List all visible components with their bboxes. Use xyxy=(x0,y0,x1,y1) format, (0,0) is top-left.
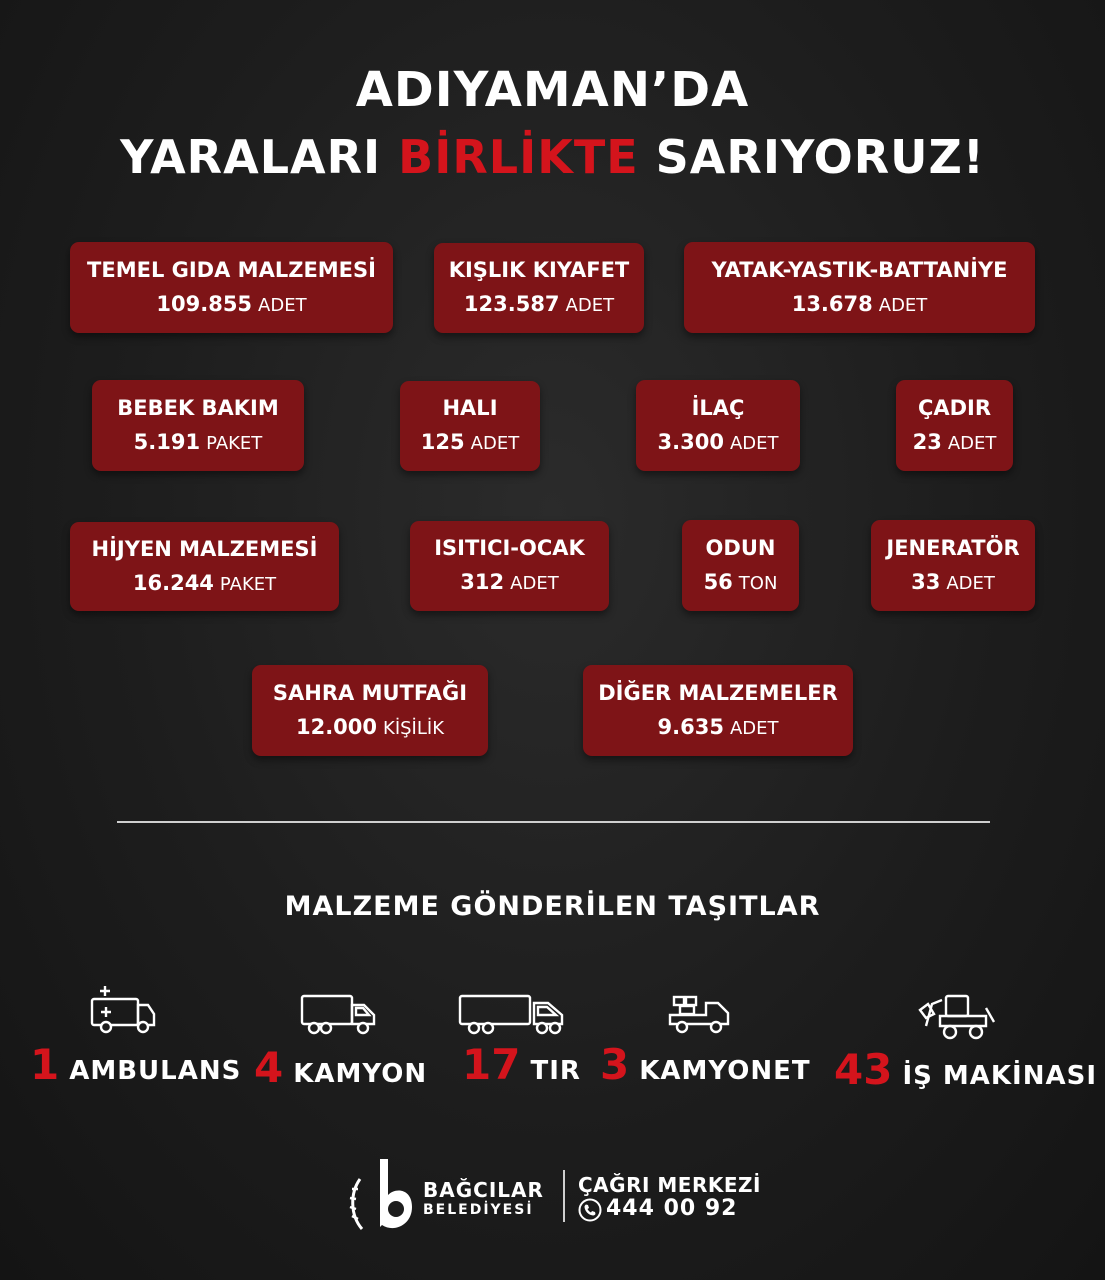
vehicle-name: AMBULANS xyxy=(69,1056,242,1086)
supply-name: İLAÇ xyxy=(691,395,745,420)
supply-name: ODUN xyxy=(705,535,776,560)
supply-unit: ADET xyxy=(729,432,779,454)
page-title-line2 xyxy=(0,130,1105,184)
supply-name: DİĞER MALZEMELER xyxy=(598,680,838,705)
vehicle-name: KAMYONET xyxy=(639,1056,811,1086)
supply-unit: PAKET xyxy=(219,573,277,595)
supply-card-odun xyxy=(682,520,799,611)
supply-card-sahra-mutfagi xyxy=(252,665,488,756)
supply-name: ISITICI-OCAK xyxy=(434,536,585,560)
truck-icon xyxy=(300,993,378,1035)
semi-truck-icon xyxy=(458,993,566,1035)
vehicle-kamyon xyxy=(254,1043,427,1092)
supply-name: HİJYEN MALZEMESİ xyxy=(91,536,318,561)
page-title-line1: ADIYAMAN’DA xyxy=(355,62,750,118)
supply-amount: 312 xyxy=(460,570,505,594)
ambulance-icon xyxy=(88,985,158,1035)
vehicle-name: İŞ MAKİNASI xyxy=(902,1061,1098,1091)
supply-card-temel-gida xyxy=(70,242,393,333)
vehicle-count: 4 xyxy=(254,1043,284,1092)
supply-name: TEMEL GIDA MALZEMESİ xyxy=(87,257,376,282)
supply-name: JENERATÖR xyxy=(886,535,1020,560)
supply-name: HALI xyxy=(442,396,498,420)
supply-name: KIŞLIK KIYAFET xyxy=(448,258,630,282)
supply-unit: ADET xyxy=(947,432,997,454)
vehicle-name: KAMYON xyxy=(293,1059,428,1089)
title-word: YARALARI xyxy=(120,130,382,184)
supply-card-isitici xyxy=(410,521,609,611)
supply-amount: 23 xyxy=(912,429,942,454)
vehicle-is-makinasi xyxy=(834,1045,1097,1094)
supply-name: BEBEK BAKIM xyxy=(117,395,279,420)
supply-unit: ADET xyxy=(729,717,779,739)
supply-amount: 5.191 xyxy=(133,429,201,454)
supply-amount: 12.000 xyxy=(295,714,378,739)
vehicle-ambulans xyxy=(30,1040,241,1089)
title-word: SARIYORUZ! xyxy=(655,130,985,184)
supply-unit: ADET xyxy=(510,573,559,594)
supply-amount: 123.587 xyxy=(463,292,560,316)
call-center-label: ÇAĞRI MERKEZİ xyxy=(578,1173,761,1197)
brand-subtitle: BELEDİYESİ xyxy=(423,1202,534,1218)
footer-divider xyxy=(563,1170,565,1222)
supply-amount: 16.244 xyxy=(132,570,214,595)
section-divider xyxy=(117,821,990,823)
supply-card-cadir xyxy=(896,380,1013,471)
supply-amount: 33 xyxy=(911,569,941,594)
phone-icon xyxy=(578,1198,602,1222)
bagcilar-logo-icon xyxy=(348,1155,418,1237)
vehicle-count: 43 xyxy=(834,1045,893,1094)
supply-card-jenerator xyxy=(871,520,1035,611)
supply-unit: ADET xyxy=(258,294,307,316)
supply-unit: ADET xyxy=(470,433,520,454)
supply-card-kislik-kiyafet xyxy=(434,243,644,333)
vehicle-count: 17 xyxy=(462,1040,521,1089)
supply-card-bebek-bakim xyxy=(92,380,304,471)
supply-amount: 3.300 xyxy=(657,429,724,454)
supply-amount: 13.678 xyxy=(791,291,873,316)
supply-unit: TON xyxy=(738,572,778,594)
vehicle-count: 3 xyxy=(600,1040,630,1089)
vehicle-count: 1 xyxy=(30,1040,60,1089)
brand-name: BAĞCILAR xyxy=(423,1178,544,1202)
supply-amount: 109.855 xyxy=(156,291,253,316)
supply-unit: PAKET xyxy=(206,432,263,454)
supply-card-hali xyxy=(400,381,540,471)
supply-card-yatak xyxy=(684,242,1035,333)
supply-unit: ADET xyxy=(878,294,928,316)
supply-unit: ADET xyxy=(946,572,995,594)
title-highlight-word: BİRLİKTE xyxy=(398,130,639,184)
supply-amount: 56 xyxy=(703,569,733,594)
supply-card-diger xyxy=(583,665,853,756)
vehicle-tir xyxy=(462,1040,581,1089)
excavator-icon xyxy=(918,990,996,1040)
supply-amount: 125 xyxy=(420,430,465,454)
supply-card-ilac xyxy=(636,380,800,471)
supply-amount: 9.635 xyxy=(657,714,724,739)
vehicles-title: MALZEME GÖNDERİLEN TAŞITLAR xyxy=(284,891,821,922)
supply-name: SAHRA MUTFAĞI xyxy=(272,680,468,705)
supply-unit: ADET xyxy=(565,295,615,316)
supply-card-hijyen xyxy=(70,522,339,611)
supply-name: ÇADIR xyxy=(917,395,992,420)
vehicle-kamyonet xyxy=(600,1040,811,1089)
vehicle-name: TIR xyxy=(530,1056,581,1086)
call-center-phone: 444 00 92 xyxy=(606,1196,738,1221)
supply-name: YATAK-YASTIK-BATTANİYE xyxy=(711,257,1008,282)
pickup-truck-icon xyxy=(668,993,732,1035)
supply-unit: KİŞİLİK xyxy=(383,717,445,739)
